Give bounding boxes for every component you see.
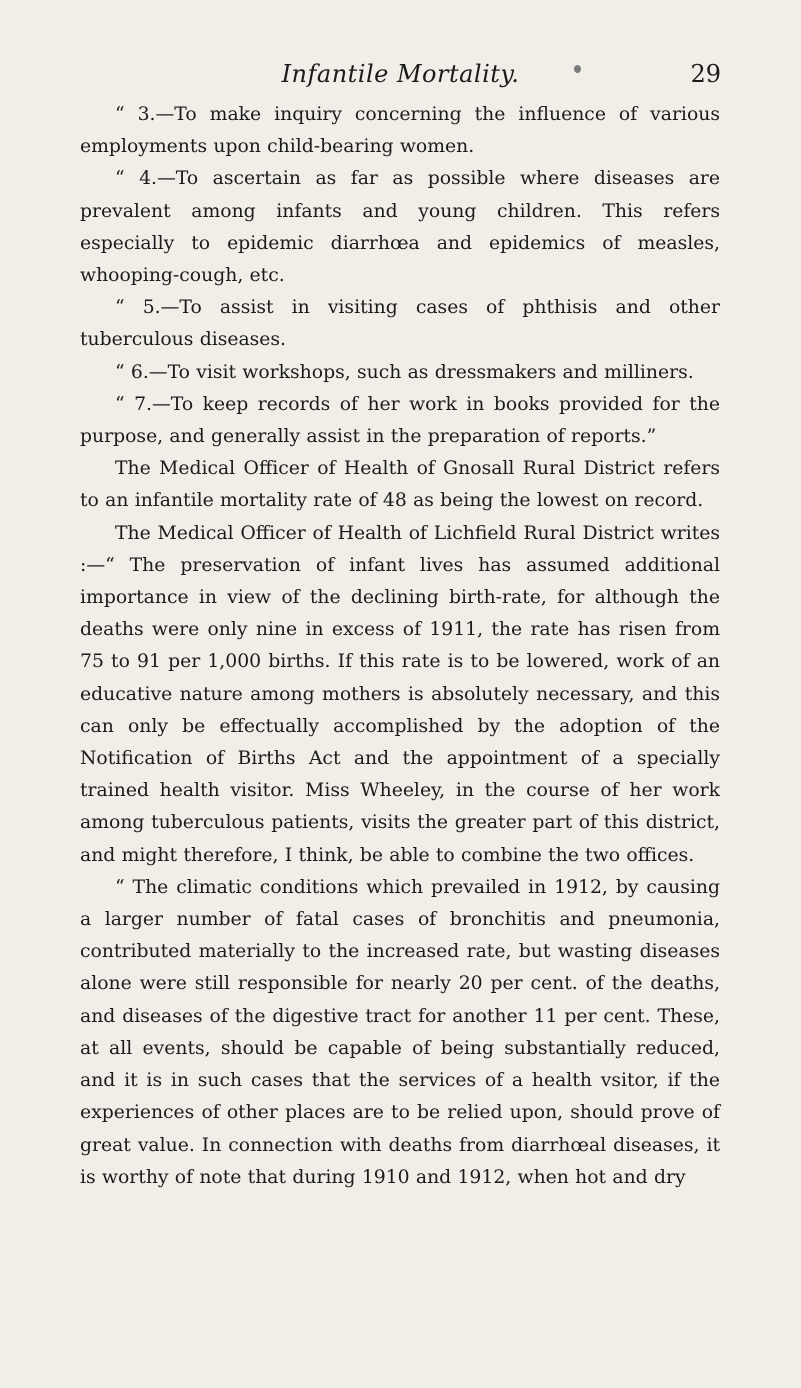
page-header <box>0 50 801 94</box>
paragraph-item-7: “ 7.—To keep records of her work in books provided for the purpose, and generally assist in the preparation of reports.” <box>80 393 720 448</box>
body-text <box>80 99 720 1194</box>
paragraph-climatic-conditions: “ The climatic conditions which prevailed in 1912, by causing a larger number of fatal cases of bronchitis and pneumonia, contributed materially to the increased rate, but wasting diseases alone were still responsible for nearly 20 per cent. of the deaths, and diseases of the digestive tract for another 11 per cent. These, at all events, should be capable of being substantially reduced, and it is in such cases that the services of a health vsitor, if the experiences of other places are to be relied upon, should prove of great value. In connection with deaths from diarrhœal diseases, it is worthy of note that during 1910 and 1912, when hot and dry <box>80 876 720 1188</box>
paragraph-item-6: “ 6.—To visit workshops, such as dressmakers and milliners. <box>115 361 694 383</box>
running-title: Infantile Mortality. <box>281 60 520 88</box>
paragraph-item-5: “ 5.—To assist in visiting cases of phthisis and other tuberculous diseases. <box>80 297 720 351</box>
paragraph-lichfield: The Medical Officer of Health of Lichfield Rural District writes :—“ The preservation of infant lives has assumed additional importance in view of the declining birth-rate, for although the deaths were only nine in excess of 1911, the rate has risen from 75 to 91 per 1,000 births. If this rate is to be lowered, work of an educative nature among mothers is absolutely necessary, and this can only be effectually accomplished by the adoption of the Notification of Births Act and the appointment of a specially trained health visitor. Miss Wheeley, in the course of her work among tuberculous patients, visits the greater part of this district, and might therefore, I think, be able to combine the two offices. <box>80 522 720 866</box>
paragraph-item-3: “ 3.—To make inquiry concerning the influence of various employments upon child-bearing women. <box>80 104 720 158</box>
page-number: 29 <box>690 60 721 88</box>
paragraph-gnosall: The Medical Officer of Health of Gnosall Rural District refers to an infantile mortality rate of 48 as being the lowest on record. <box>80 458 720 512</box>
paragraph-item-4: “ 4.—To ascertain as far as possible where diseases are prevalent among infants and young children. This refers especially to epidemic diarrhœa and epidemics of measles, whooping-cough, etc. <box>80 168 720 287</box>
